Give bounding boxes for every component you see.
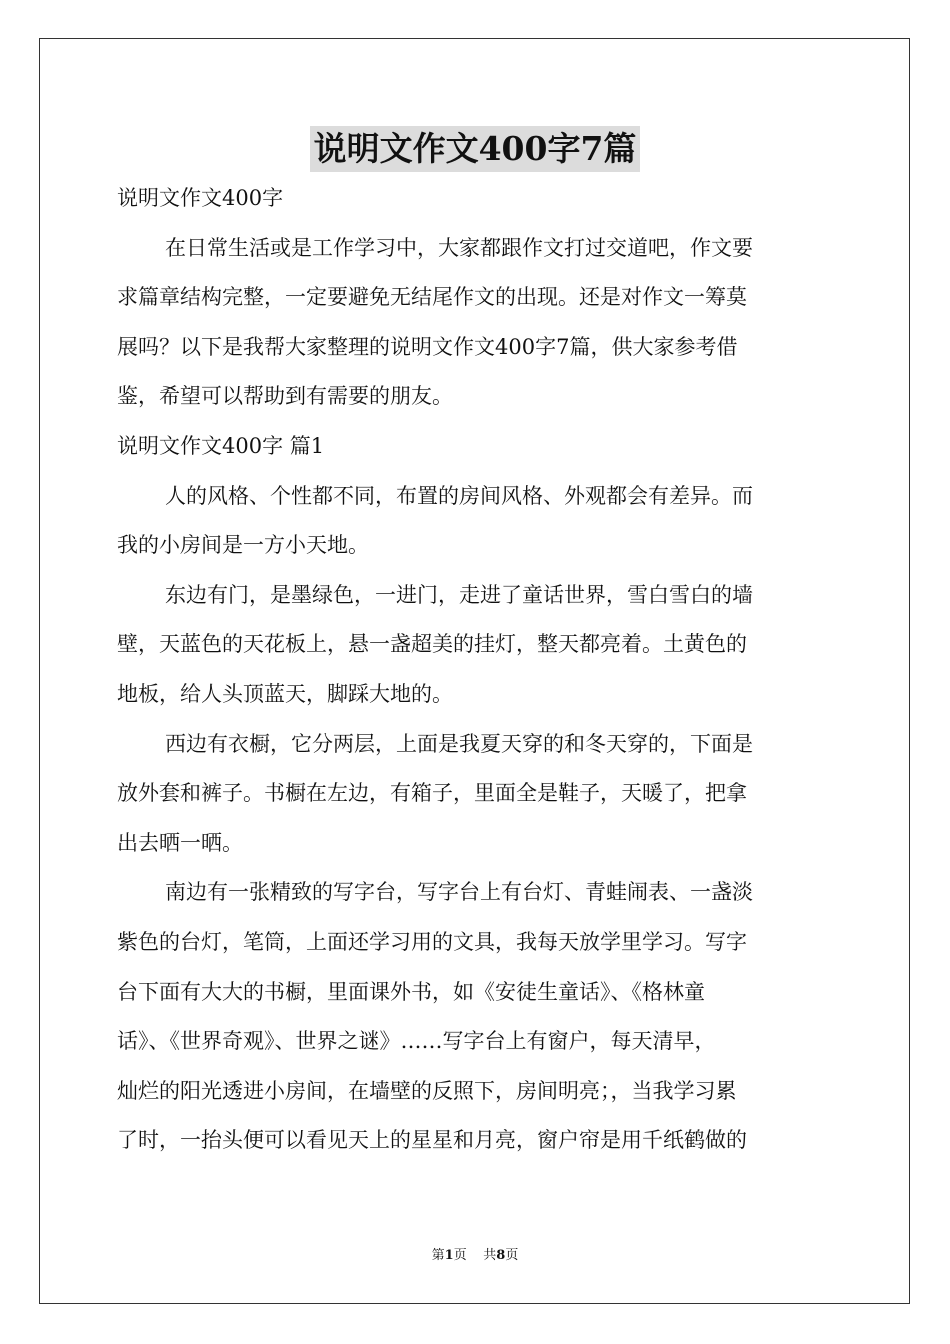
paragraph-line: 出去晒一晒。 <box>117 830 243 855</box>
document-body <box>117 174 833 1166</box>
document-title: 说明文作文400字7篇 <box>310 126 641 172</box>
total-suffix: 页 <box>505 1248 519 1263</box>
paragraph-line: 灿烂的阳光透进小房间，在墙壁的反照下，房间明亮；，当我学习累 <box>117 1078 737 1103</box>
paragraph-line: 台下面有大大的书橱，里面课外书，如《安徒生童话》、《格林童 <box>117 979 705 1004</box>
paragraph-line: 人的风格、个性都不同，布置的房间风格、外观都会有差异。而 <box>165 483 753 508</box>
section-heading: 说明文作文400字 <box>117 186 284 210</box>
total-prefix: 共 <box>483 1248 497 1263</box>
page-footer <box>0 1246 950 1266</box>
total-pages: 8 <box>496 1248 506 1263</box>
paragraph-line: 话》、《世界奇观》、世界之谜》……写字台上有窗户，每天清早， <box>117 1029 716 1054</box>
paragraph-line: 西边有衣橱，它分两层，上面是我夏天穿的和冬天穿的，下面是 <box>165 731 753 756</box>
section-heading: 说明文作文400字 篇1 <box>117 433 325 458</box>
paragraph-line: 鉴，希望可以帮助到有需要的朋友。 <box>117 384 453 409</box>
paragraph-line: 紫色的台灯，笔筒，上面还学习用的文具，我每天放学里学习。写字 <box>117 929 747 954</box>
paragraph-line: 地板，给人头顶蓝天，脚踩大地的。 <box>117 681 453 706</box>
paragraph-line: 放外套和裤子。书橱在左边，有箱子，里面全是鞋子，天暖了，把拿 <box>117 781 747 806</box>
paragraph-line: 展吗？以下是我帮大家整理的说明文作文400字7篇，供大家参考借 <box>117 334 738 359</box>
paragraph-line: 壁，天蓝色的天花板上，悬一盏超美的挂灯，整天都亮着。土黄色的 <box>117 632 747 657</box>
page-suffix: 页 <box>453 1248 467 1263</box>
paragraph-line: 南边有一张精致的写字台，写字台上有台灯、青蛙闹表、一盏淡 <box>165 880 753 905</box>
page-number: 1 <box>444 1248 454 1263</box>
paragraph-line: 了时，一抬头便可以看见天上的星星和月亮，窗户帘是用千纸鹤做的 <box>117 1128 747 1153</box>
page-prefix: 第 <box>431 1248 445 1263</box>
paragraph-line: 求篇章结构完整，一定要避免无结尾作文的出现。还是对作文一筹莫 <box>117 285 747 310</box>
paragraph-line: 东边有门，是墨绿色，一进门，走进了童话世界，雪白雪白的墙 <box>165 582 753 607</box>
title-area <box>0 126 950 172</box>
paragraph-line: 我的小房间是一方小天地。 <box>117 533 369 558</box>
paragraph-line: 在日常生活或是工作学习中，大家都跟作文打过交道吧，作文要 <box>165 235 753 260</box>
